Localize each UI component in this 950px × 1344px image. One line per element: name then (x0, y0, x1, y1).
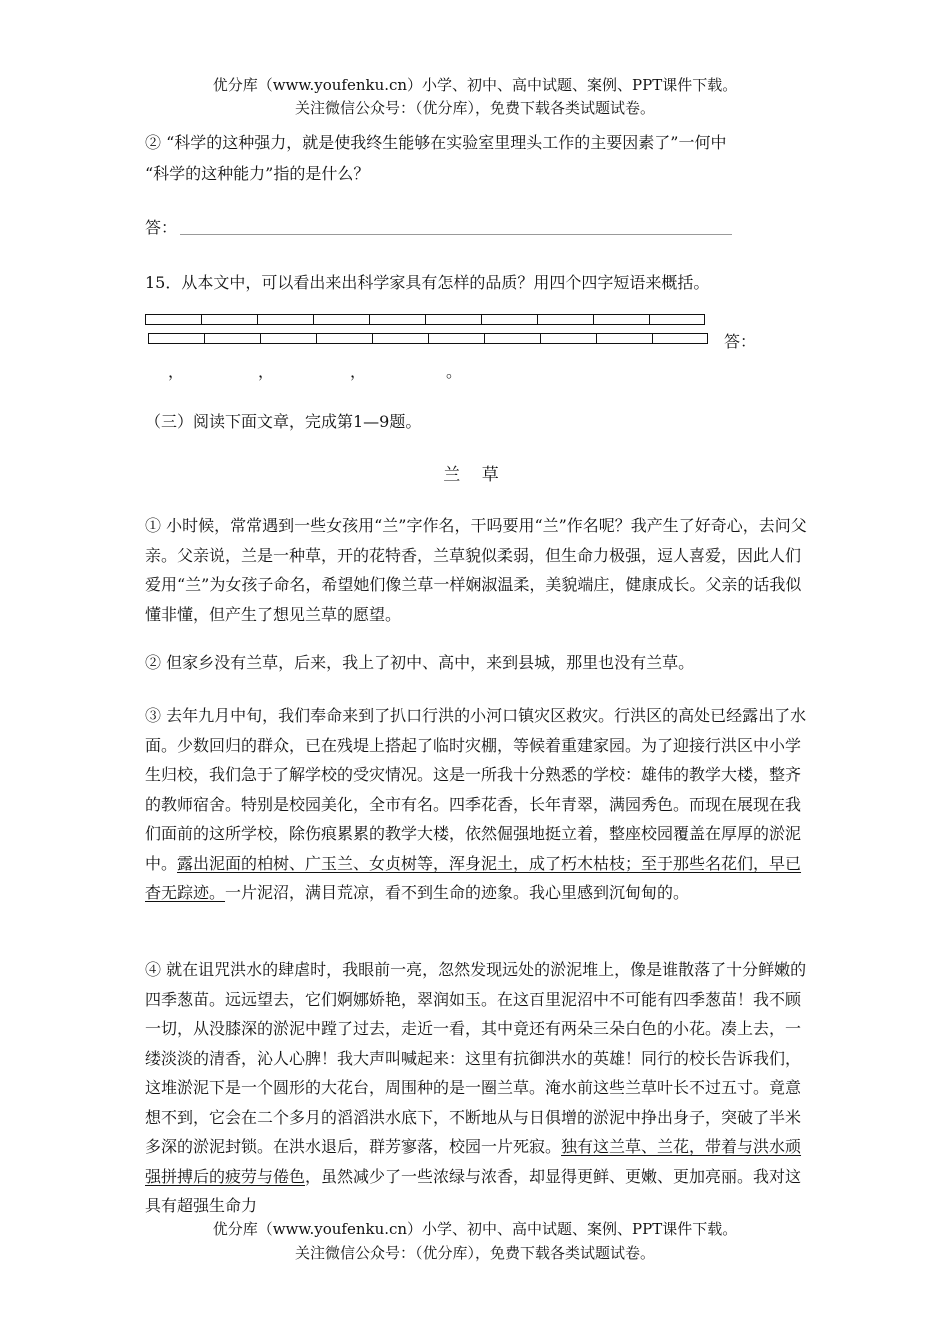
q15-comma-2: ， (258, 362, 275, 381)
grid-cell[interactable] (428, 333, 484, 344)
paragraph-1: ① 小时候，常常遇到一些女孩用“兰”字作名，干吗要用“兰”作名呢？我产生了好奇心，去问父亲。父亲说，兰是一种草，开的花特香，兰草貌似柔弱，但生命力极强，逗人喜爱，因此人们爱用“兰”为女孩子命名，希望她们像兰草一样娴淑温柔，美貌端庄，健康成长。父亲的话我似懂非懂，但产生了想见兰草的愿望。 (145, 516, 807, 624)
paragraph-4-text-a: ④ 就在诅咒洪水的肆虐时，我眼前一亮，忽然发现远处的淤泥堆上，像是谁散落了十分鲜嫩的四季葱苗。远远望去，它们婀娜娇艳，翠润如玉。在这百里泥沼中不可能有四季葱苗！我不顾一切，从没膝深的淤泥中蹚了过去，走近一看，其中竟还有两朵三朵白色的小花。凑上去，一缕淡淡的清香，沁人心脾！我大声叫喊起来：这里有抗御洪水的英雄！同行的校长告诉我们，这堆淤泥下是一个圆形的大花台，周围种的是一圈兰草。淹水前这些兰草叶长不过五寸。竟意想不到，它会在二个多月的滔滔洪水底下，不断地从与日俱增的淤泥中挣出身子，突破了半米多深的淤泥封锁。在洪水退后，群芳寥落，校园一片死寂。 (145, 960, 807, 1156)
question-2-line2: “科学的这种能力”指的是什么？ (145, 164, 370, 183)
footer-wechat-line: 关注微信公众号：（优分库），免费下载各类试题试卷。 (294, 1244, 655, 1262)
grid-cell[interactable] (593, 314, 649, 325)
grid-cell[interactable] (372, 333, 428, 344)
paragraph-2: ② 但家乡没有兰草，后来，我上了初中、高中，来到县城，那里也没有兰草。 (145, 653, 695, 672)
paragraph-3-text-a: ③ 去年九月中旬，我们奉命来到了扒口行洪的小河口镇灾区救灾。行洪区的高处已经露出了水面。少数回归的群众，已在残堤上搭起了临时灾棚，等候着重建家园。为了迎接行洪区中小学生归校，我们急于了解学校的受灾情况。这是一所我十分熟悉的学校：雄伟的教学大楼，整齐的教师宿舍。特别是校园美化，全市有名。四季花香，长年青翠，满园秀色。而现在展现在我们面前的这所学校，除伤痕累累的教学大楼，依然倔强地挺立着，整座校园覆盖在厚厚的淤泥中。 (145, 706, 807, 873)
grid-cell[interactable] (148, 333, 204, 344)
grid-cell[interactable] (316, 333, 372, 344)
q15-comma-1: ， (168, 362, 185, 381)
grid-cell[interactable] (652, 333, 708, 344)
header-wechat-line: 关注微信公众号：（优分库），免费下载各类试题试卷。 (294, 99, 655, 117)
paragraph-4 (145, 955, 810, 1221)
answer-grid-row-2[interactable] (148, 333, 708, 344)
paragraph-3-underlined: 露出泥面的柏树、广玉兰、女贞树等，浑身泥土，成了朽木枯枝；至于那些名花们，早已杳无踪迹。 (145, 853, 802, 902)
grid-cell[interactable] (369, 314, 425, 325)
question-2-line1: ② “科学的这种强力，就是使我终生能够在实验室里理头工作的主要因素了”一何中 (145, 133, 727, 152)
question-15-text: 15．从本文中，可以看出来出科学家具有怎样的品质？用四个四字短语来概括。 (145, 273, 710, 292)
grid-cell[interactable] (484, 333, 540, 344)
grid-cell[interactable] (313, 314, 369, 325)
grid-cell[interactable] (204, 333, 260, 344)
section-3-instruction: （三）阅读下面文章，完成第1—9题。 (145, 412, 422, 431)
grid-cell[interactable] (596, 333, 652, 344)
answer-blank-line[interactable] (180, 234, 732, 235)
grid-cell[interactable] (481, 314, 537, 325)
paragraph-4-underlined: 独有这兰草、兰花，带着与洪水顽强拼搏后的疲劳与倦色 (145, 1137, 802, 1186)
grid-cell[interactable] (540, 333, 596, 344)
q15-comma-3: ， (350, 362, 367, 381)
answer-label: 答： (145, 218, 178, 237)
header-source-line: 优分库（www.youfenku.cn）小学、初中、高中试题、案例、PPT课件下载。 (212, 76, 738, 94)
q15-answer-label: 答： (724, 332, 757, 351)
grid-cell[interactable] (425, 314, 481, 325)
article-title: 兰 草 (443, 465, 507, 485)
answer-grid-row-1[interactable] (145, 314, 705, 325)
grid-cell[interactable] (201, 314, 257, 325)
grid-cell[interactable] (257, 314, 313, 325)
grid-cell[interactable] (537, 314, 593, 325)
paragraph-3-text-b: 一片泥沼，满目荒凉，看不到生命的迹象。我心里感到沉甸甸的。 (225, 883, 690, 902)
paragraph-3 (145, 701, 810, 908)
q15-period: 。 (446, 362, 463, 381)
grid-cell[interactable] (649, 314, 705, 325)
footer-source-line: 优分库（www.youfenku.cn）小学、初中、高中试题、案例、PPT课件下载。 (212, 1220, 738, 1238)
paragraph-4-text-b: ，虽然减少了一些浓绿与浓香，却显得更鲜、更嫩、更加亮丽。我对这具有超强生命力 (145, 1166, 802, 1215)
grid-cell[interactable] (145, 314, 201, 325)
grid-cell[interactable] (260, 333, 316, 344)
